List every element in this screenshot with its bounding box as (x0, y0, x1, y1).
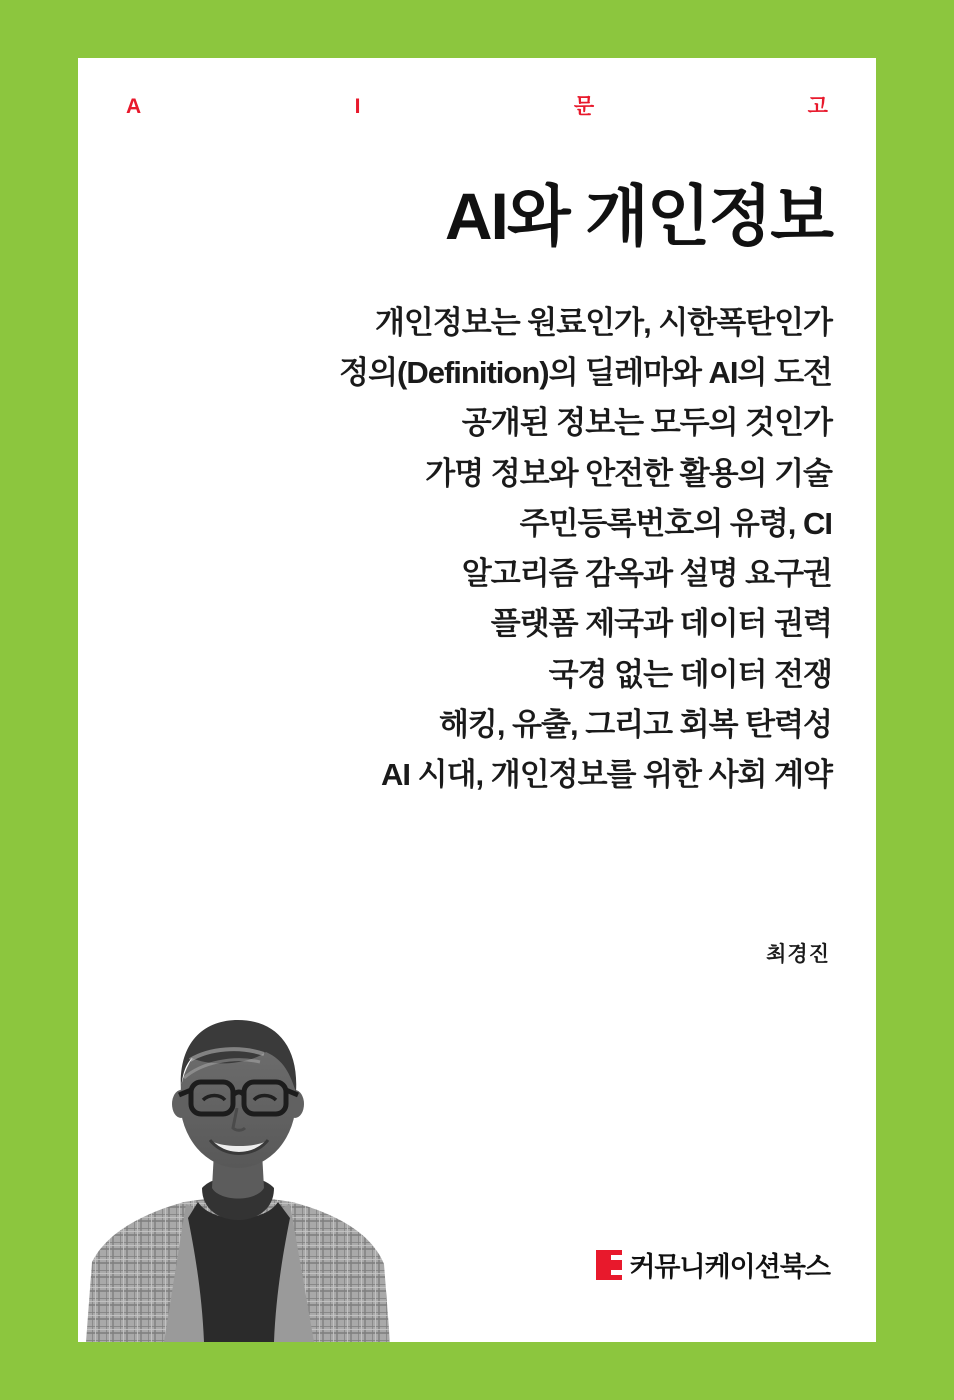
publisher-mark-icon (596, 1250, 622, 1280)
series-label (126, 96, 828, 117)
chapter-item: 가명 정보와 안전한 활용의 기술 (425, 455, 832, 491)
chapter-item: 플랫폼 제국과 데이터 권력 (490, 606, 832, 642)
chapter-item: 주민등록번호의 유령, CI (519, 505, 832, 541)
chapter-item: 정의(Definition)의 딜레마와 AI의 도전 (339, 355, 832, 391)
author-portrait (78, 962, 398, 1342)
series-char-3: 문 (573, 95, 595, 118)
book-title: AI와 개인정보 (444, 179, 832, 253)
series-char-4: 고 (807, 95, 828, 118)
chapter-item: 해킹, 유출, 그리고 회복 탄력성 (438, 706, 832, 742)
series-char-1: A (126, 95, 142, 118)
publisher-name: 커뮤니케이션북스 (629, 1252, 830, 1282)
author-name: 최경진 (766, 943, 830, 966)
chapter-item: 알고리즘 감옥과 설명 요구권 (461, 556, 832, 592)
series-char-2: I (354, 95, 361, 118)
chapter-list (122, 298, 832, 800)
chapter-item: 국경 없는 데이터 전쟁 (548, 656, 832, 692)
chapter-item: 공개된 정보는 모두의 것인가 (461, 405, 832, 441)
cover-page (78, 58, 876, 1342)
chapter-item: AI 시대, 개인정보를 위한 사회 계약 (381, 756, 832, 792)
chapter-item: 개인정보는 원료인가, 시한폭탄인가 (374, 305, 832, 340)
publisher-logo (596, 1245, 830, 1284)
